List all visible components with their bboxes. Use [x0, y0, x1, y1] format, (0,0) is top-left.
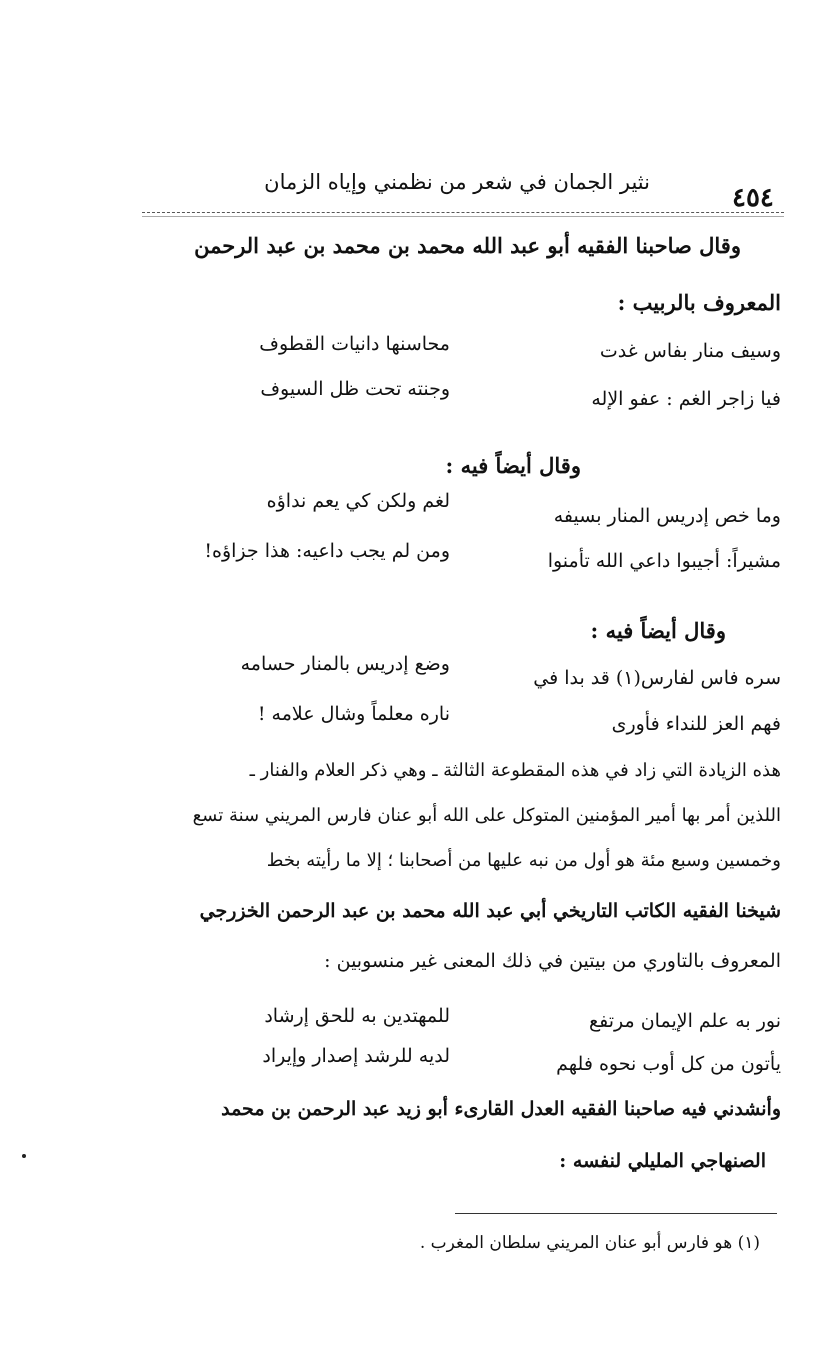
header-rule [142, 212, 784, 213]
closing-line-1: وأنشدني فيه صاحبنا الفقيه العدل القارىء أبو زيد عبد الرحمن بن محمد [221, 1098, 781, 1120]
poem1-verse2-left: وجنته تحت ظل السيوف [260, 378, 450, 400]
header-rule-secondary [142, 216, 784, 217]
para-line-2: اللذين أمر بها أمير المؤمنين المتوكل على الله أبو عنان فارس المريني سنة تسع [192, 805, 781, 826]
para-line-5: المعروف بالتاوري من بيتين في ذلك المعنى غير منسوبين : [324, 950, 781, 972]
poem4-verse1-left: للمهتدين به للحق إرشاد [264, 1005, 450, 1027]
margin-mark [22, 1154, 26, 1158]
poem4-verse2-right: يأتون من كل أوب نحوه فلهم [556, 1053, 781, 1075]
poem2-verse2-left: ومن لم يجب داعيه: هذا جزاؤه! [204, 540, 450, 562]
poem4-verse2-left: لديه للرشد إصدار وإيراد [262, 1045, 450, 1067]
page-number: ٤٥٤ [732, 183, 774, 213]
intro-line-3: وقال أيضاً فيه : [445, 453, 581, 478]
intro-line-2: المعروف بالربيب : [617, 290, 781, 315]
para-line-4: شيخنا الفقيه الكاتب التاريخي أبي عبد الله محمد بن عبد الرحمن الخزرجي [199, 900, 781, 922]
poem1-verse1-right: وسيف منار بفاس غدت [599, 340, 781, 362]
running-title: نثير الجمان في شعر من نظمني وإياه الزمان [264, 170, 650, 194]
intro-line-4: وقال أيضاً فيه : [590, 618, 726, 643]
footnote-rule [455, 1213, 777, 1214]
para-line-3: وخمسين وسبع مئة هو أول من نبه عليها من أصحابنا ؛ إلا ما رأيته بخط [266, 850, 781, 871]
poem1-verse2-right: فيا زاجر الغم : عفو الإله [591, 388, 781, 410]
intro-line-1: وقال صاحبنا الفقيه أبو عبد الله محمد بن محمد بن عبد الرحمن [194, 233, 741, 258]
closing-line-2: الصنهاجي المليلي لنفسه : [559, 1150, 766, 1172]
poem2-verse1-right: وما خص إدريس المنار بسيفه [553, 505, 781, 527]
poem3-verse1-right: سره فاس لفارس(١) قد بدا في [533, 667, 781, 689]
poem2-verse1-left: لغم ولكن كي يعم نداؤه [266, 490, 450, 512]
poem2-verse2-right: مشيراً: أجيبوا داعي الله تأمنوا [547, 550, 781, 572]
para-line-1: هذه الزيادة التي زاد في هذه المقطوعة الثالثة ـ وهي ذكر العلام والفنار ـ [249, 760, 781, 781]
footnote: (١) هو فارس أبو عنان المريني سلطان المغرب . [419, 1233, 760, 1253]
poem3-verse1-left: وضع إدريس بالمنار حسامه [240, 653, 450, 675]
poem3-verse2-right: فهم العز للنداء فأورى [611, 713, 781, 735]
poem4-verse1-right: نور به علم الإيمان مرتفع [589, 1010, 781, 1032]
poem1-verse1-left: محاسنها دانيات القطوف [259, 333, 450, 355]
poem3-verse2-left: ناره معلماً وشال علامه ! [257, 703, 450, 725]
